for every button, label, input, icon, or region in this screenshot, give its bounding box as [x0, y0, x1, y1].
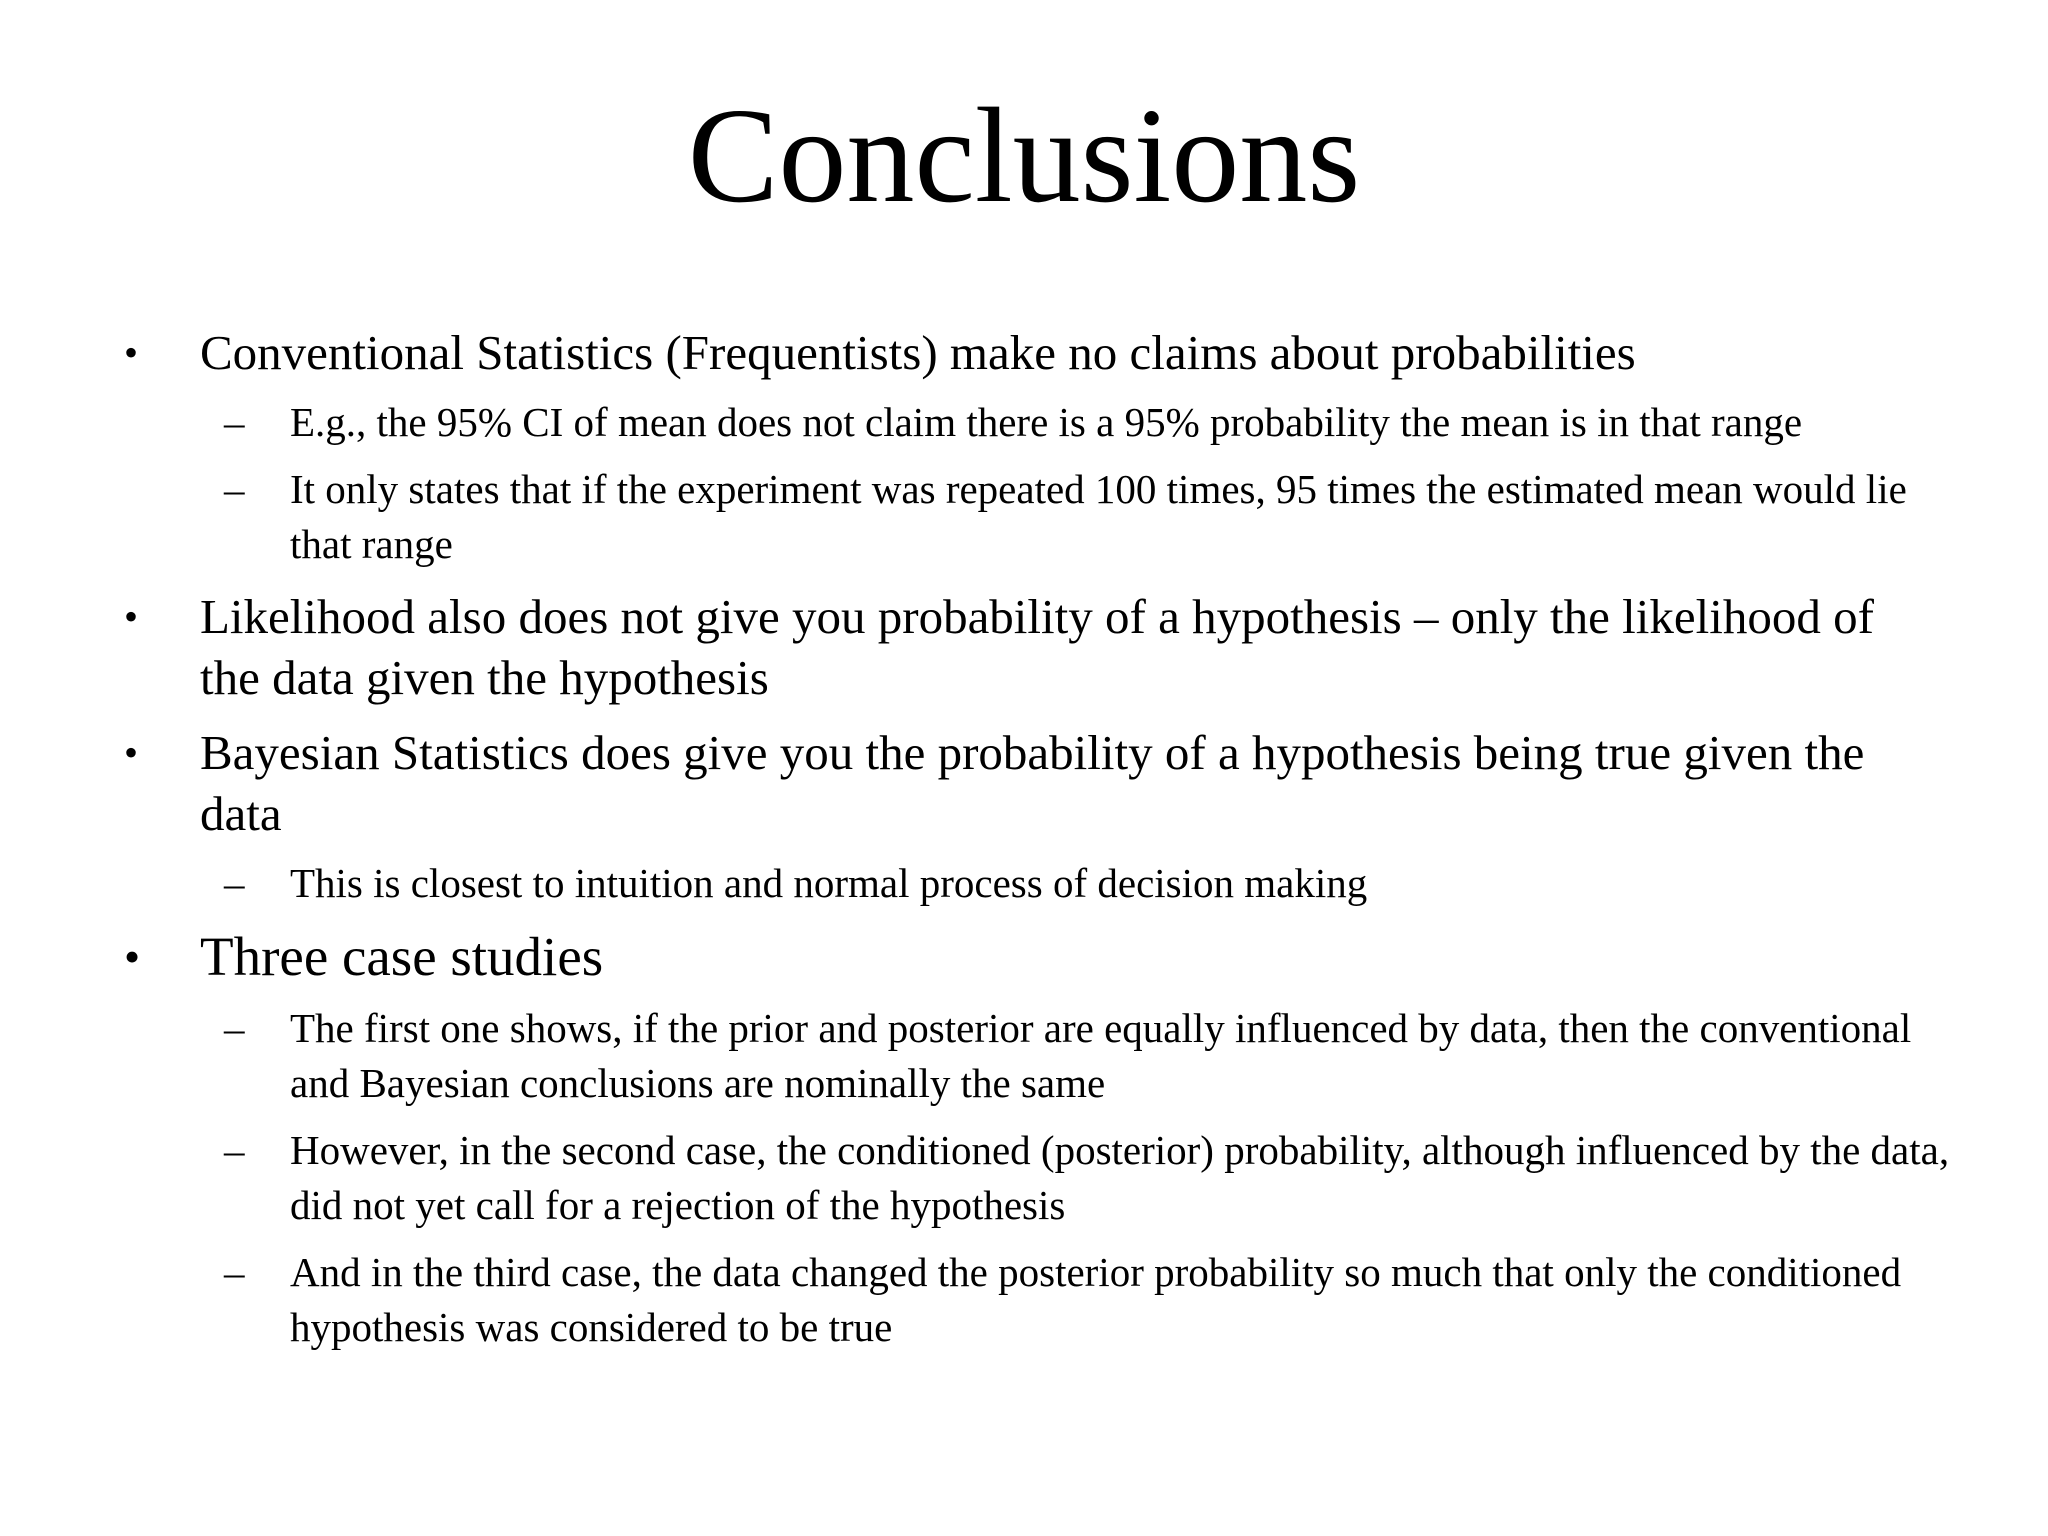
slide-title: Conclusions: [687, 81, 1361, 231]
sub-bullet-text: And in the third case, the data changed the posterior probability so much that only the conditioned hypothesis was considered to be true: [290, 1249, 1902, 1350]
sub-bullet-item: [224, 1123, 1960, 1233]
bullet-item: [124, 722, 1940, 844]
bullet-icon: •: [124, 931, 141, 982]
dash-icon: –: [224, 1005, 245, 1051]
bullet-text: Likelihood also does not give you probability of a hypothesis – only the likelihood of the data given the hypothesis: [200, 589, 1874, 705]
bullet-icon: •: [124, 330, 139, 375]
bullet-text: Three case studies: [200, 926, 604, 987]
dash-icon: –: [224, 1127, 245, 1173]
dash-icon: –: [224, 1249, 245, 1295]
bullet-item: [124, 322, 1940, 383]
sub-bullet-item: [224, 462, 1960, 572]
sub-bullet-text: E.g., the 95% CI of mean does not claim there is a 95% probability the mean is in that range: [290, 399, 1803, 445]
dash-icon: –: [224, 399, 245, 445]
sub-bullet-item: [224, 1245, 1960, 1355]
dash-icon: –: [224, 860, 245, 906]
sub-bullet-item: [224, 395, 1960, 450]
sub-bullet-text: The first one shows, if the prior and posterior are equally influenced by data, then the conventional and Bayesian conclusions are nominally the same: [290, 1005, 1912, 1106]
bullet-text: Conventional Statistics (Frequentists) make no claims about probabilities: [200, 325, 1636, 380]
sub-bullet-text: This is closest to intuition and normal process of decision making: [290, 860, 1368, 906]
sub-bullet-item: [224, 1001, 1960, 1111]
bullet-icon: •: [124, 730, 139, 775]
bullet-icon: •: [124, 594, 139, 639]
sub-bullet-text: It only states that if the experiment was repeated 100 times, 95 times the estimated mean would lie that range: [290, 466, 1907, 567]
sub-bullet-text: However, in the second case, the conditioned (posterior) probability, although influenced by the data, did not yet call for a rejection of the hypothesis: [290, 1127, 1950, 1228]
bullet-item: [124, 586, 1940, 708]
sub-bullet-item: [224, 856, 1960, 911]
dash-icon: –: [224, 466, 245, 512]
bullet-item: [124, 925, 1940, 989]
bullet-text: Bayesian Statistics does give you the probability of a hypothesis being true given the data: [200, 725, 1865, 841]
slide-body: [0, 322, 2048, 1355]
